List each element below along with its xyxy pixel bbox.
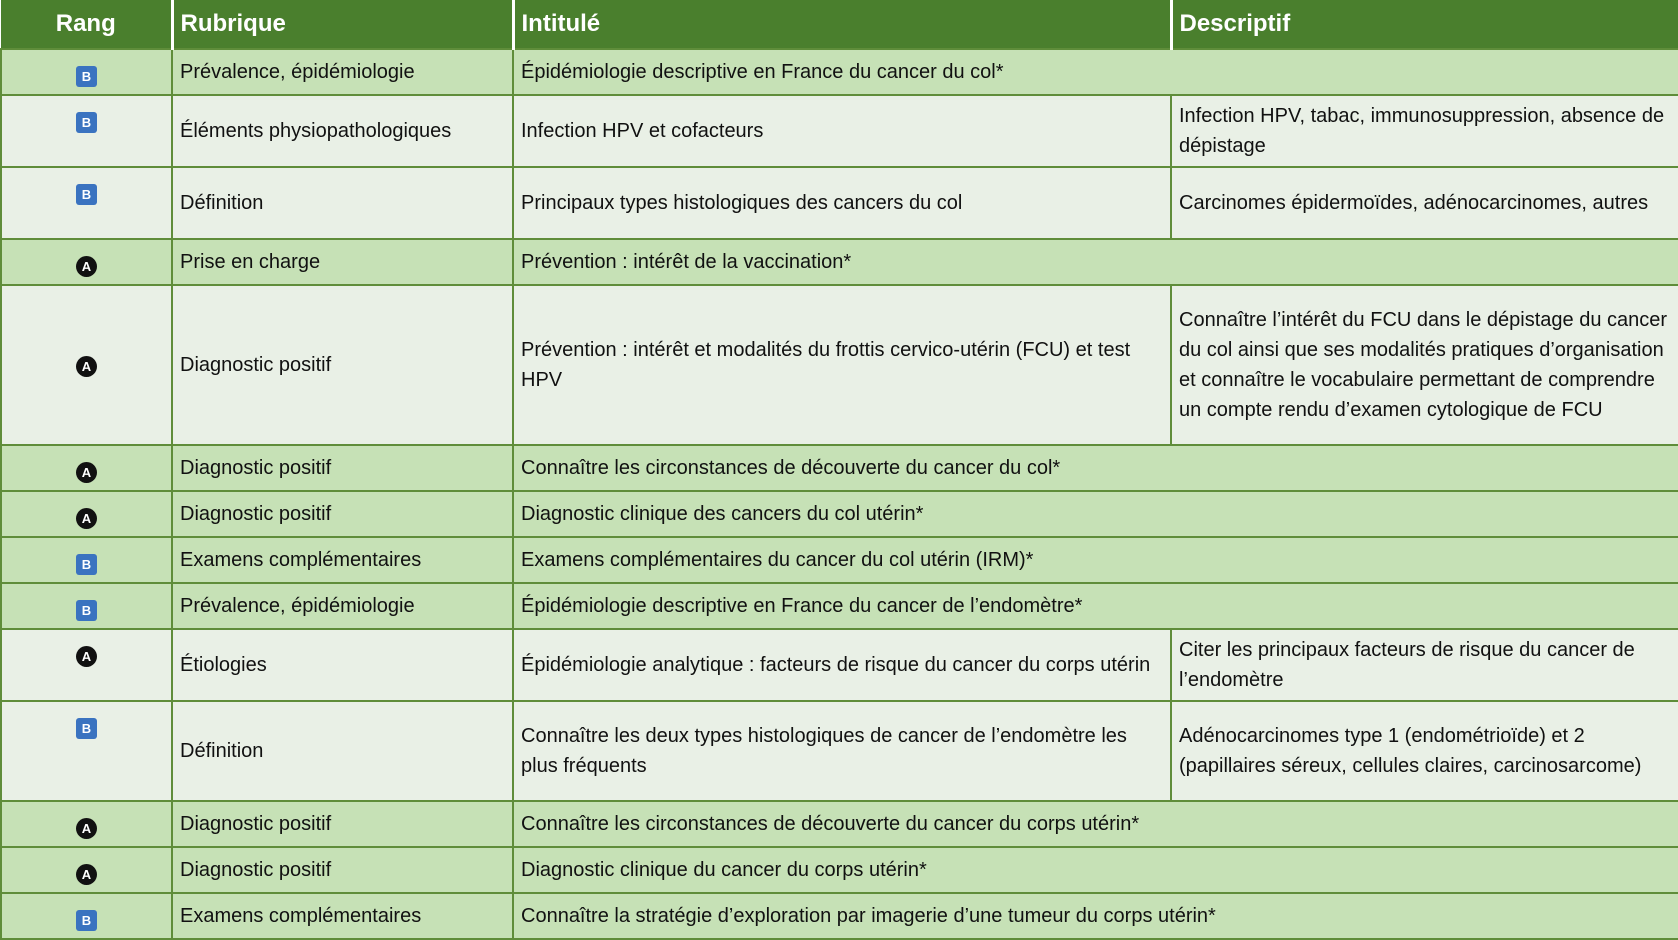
table-row — [1, 167, 1678, 239]
intitule-cell: Connaître les deux types histologiques de cancer de l’endomètre les plus fréquents — [513, 701, 1171, 801]
table-row — [1, 801, 1678, 847]
rubrique-cell: Diagnostic positif — [172, 847, 513, 893]
rubrique-cell: Étiologies — [172, 629, 513, 701]
rank-b-icon: B — [76, 66, 97, 87]
rank-a-icon: A — [76, 508, 97, 529]
rubrique-cell: Éléments physiopathologiques — [172, 95, 513, 167]
header-rubrique: Rubrique — [172, 0, 513, 49]
rubrique-cell: Examens complémentaires — [172, 537, 513, 583]
rang-cell — [1, 95, 172, 167]
rang-cell — [1, 801, 172, 847]
intitule-cell: Épidémiologie descriptive en France du cancer de l’endomètre* — [513, 583, 1678, 629]
intitule-cell: Connaître la stratégie d’exploration par imagerie d’une tumeur du corps utérin* — [513, 893, 1678, 939]
table-row — [1, 285, 1678, 445]
rubrique-cell: Diagnostic positif — [172, 491, 513, 537]
intitule-cell: Diagnostic clinique des cancers du col utérin* — [513, 491, 1678, 537]
rang-cell — [1, 583, 172, 629]
table-row — [1, 583, 1678, 629]
rubrique-cell: Définition — [172, 701, 513, 801]
rubrique-cell: Diagnostic positif — [172, 285, 513, 445]
table-row — [1, 701, 1678, 801]
descriptif-cell: Connaître l’intérêt du FCU dans le dépistage du cancer du col ainsi que ses modalités pratiques d’organisation et connaître le vocabulaire permettant de comprendre un compte rendu d’examen cytologique de FCU — [1171, 285, 1678, 445]
intitule-cell: Prévention : intérêt de la vaccination* — [513, 239, 1678, 285]
rang-cell — [1, 445, 172, 491]
table-row — [1, 847, 1678, 893]
table-row — [1, 537, 1678, 583]
rank-b-icon: B — [76, 718, 97, 739]
rank-a-icon: A — [76, 646, 97, 667]
intitule-cell: Infection HPV et cofacteurs — [513, 95, 1171, 167]
rang-cell — [1, 491, 172, 537]
rang-cell — [1, 537, 172, 583]
rank-a-icon: A — [76, 864, 97, 885]
header-descriptif: Descriptif — [1171, 0, 1678, 49]
intitule-cell: Connaître les circonstances de découverte du cancer du col* — [513, 445, 1678, 491]
rang-cell — [1, 49, 172, 95]
rank-a-icon: A — [76, 356, 97, 377]
rang-cell — [1, 701, 172, 801]
intitule-cell: Épidémiologie descriptive en France du cancer du col* — [513, 49, 1678, 95]
rang-cell — [1, 847, 172, 893]
rubrique-cell: Diagnostic positif — [172, 445, 513, 491]
descriptif-cell: Infection HPV, tabac, immunosuppression, absence de dépistage — [1171, 95, 1678, 167]
rang-cell — [1, 629, 172, 701]
rank-a-icon: A — [76, 462, 97, 483]
rubrique-cell: Prise en charge — [172, 239, 513, 285]
rank-b-icon: B — [76, 112, 97, 133]
descriptif-cell: Adénocarcinomes type 1 (endométrioïde) et 2 (papillaires séreux, cellules claires, carcinosarcome) — [1171, 701, 1678, 801]
table-row — [1, 491, 1678, 537]
table-row — [1, 95, 1678, 167]
rubrique-cell: Examens complémentaires — [172, 893, 513, 939]
rubrique-cell: Définition — [172, 167, 513, 239]
rank-b-icon: B — [76, 600, 97, 621]
intitule-cell: Connaître les circonstances de découverte du cancer du corps utérin* — [513, 801, 1678, 847]
rubrique-cell: Diagnostic positif — [172, 801, 513, 847]
intitule-cell: Diagnostic clinique du cancer du corps utérin* — [513, 847, 1678, 893]
rank-b-icon: B — [76, 910, 97, 931]
rang-cell — [1, 893, 172, 939]
header-intitule: Intitulé — [513, 0, 1171, 49]
header-row — [1, 0, 1678, 49]
descriptif-cell: Citer les principaux facteurs de risque du cancer de l’endomètre — [1171, 629, 1678, 701]
intitule-cell: Épidémiologie analytique : facteurs de risque du cancer du corps utérin — [513, 629, 1171, 701]
rank-a-icon: A — [76, 818, 97, 839]
table-row — [1, 49, 1678, 95]
intitule-cell: Principaux types histologiques des cancers du col — [513, 167, 1171, 239]
rang-cell — [1, 167, 172, 239]
table-row — [1, 239, 1678, 285]
rank-b-icon: B — [76, 554, 97, 575]
header-rang: Rang — [1, 0, 172, 49]
table-row — [1, 629, 1678, 701]
rank-b-icon: B — [76, 184, 97, 205]
table-row — [1, 445, 1678, 491]
rubrique-cell: Prévalence, épidémiologie — [172, 583, 513, 629]
intitule-cell: Examens complémentaires du cancer du col utérin (IRM)* — [513, 537, 1678, 583]
rang-cell — [1, 239, 172, 285]
table-row — [1, 893, 1678, 939]
rubrique-cell: Prévalence, épidémiologie — [172, 49, 513, 95]
descriptif-cell: Carcinomes épidermoïdes, adénocarcinomes, autres — [1171, 167, 1678, 239]
rank-a-icon: A — [76, 256, 97, 277]
rang-cell — [1, 285, 172, 445]
intitule-cell: Prévention : intérêt et modalités du frottis cervico-utérin (FCU) et test HPV — [513, 285, 1171, 445]
